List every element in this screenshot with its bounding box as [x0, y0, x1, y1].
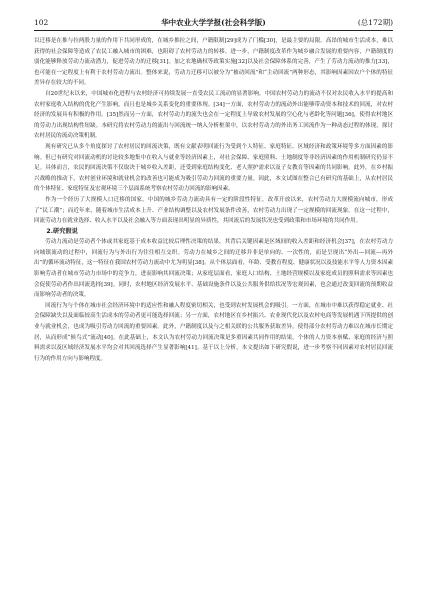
paragraph: 作为一个经历了大规模人口迁移的国家，中国的城乡劳动力流动具有一定的阶段性特征。改革开放以来，农村劳动力大规模流向城市，形成了“民工潮”；而近年来，随着城市生活成本上升、产业结构调整以及农村发展条件改善，农村劳动力出现了一定规模的回流现象。在这一过程中，回流劳动力在就业选择、收入水平以及社会融入等方面表现出明显的异质性，其回流后的发展状况也受到政策和市场环境的共同作用。	[34, 196, 393, 225]
page-header	[34, 16, 393, 31]
issue-number: (总172期)	[357, 18, 393, 27]
paragraph: 自20世纪末以来，中国城市化进程与农村经济可持续发展一直受农民工流动的显著影响。中国农村劳动力的流动不仅对农民收入水平的提高和农村家庭收入结构的优化产生影响，而且也是城乡关系变化的重要体现。[34]一方面，农村劳动力的流动外出能够带动资本和技术的回流，对农村经济的发展具有积极的作用。[35]然而另一方面，农村劳动力的流失也会在一定程度上导致农村发展的空心化与老龄化等问题[36]，使得农村地区的劳动力出现结构性短缺。本研究将农村劳动力的流出与回流统一纳入分析框架中，以农村劳动力的外出务工回流作为一种动态过程的体现，探讨农村居民的流动决策机制。	[34, 90, 393, 140]
paragraph: 现有研究已从多个角度探讨了农村居民的回流决策，既有文献表明回流行为受到个人特征、家庭特征、区域经济和政策环境等多方面因素的影响。但已有研究对回流动机的讨论较多地集中在收入与就业等经济因素上，对社会保障、家庭照料、土地制度等非经济因素的作用机制研究仍显不足。具体而言，农民的回流决策不仅取决于城乡收入差距，还受到家庭结构变化、老人照护需求以及子女教育等因素的共同影响。此外，在乡村振兴战略的推动下，农村创业环境和就业机会的改善也可能成为吸引劳动力回流的重要力量。因此，本文试图在整合已有研究的基础上，从农村居民的个体特征、家庭特征及宏观环境三个层面系统考察农村劳动力回流的影响因素。	[34, 143, 393, 193]
paragraph: 回流行为与个体在城市社会经济环境中的适应性和融入程度密切相关，也受到农村发展机会的吸引。一方面，在城市中难以获得稳定就业、社会保障缺失以及面临较高生活成本的劳动者更可能选择回流；另一方面，农村地区在乡村振兴、农业现代化以及农村电商等发展机遇下所提供的创业与就业机会，也成为吸引劳动力回流的重要因素。此外，户籍制度以及与之相关联的公共服务获取差异，使得部分农村劳动力难以在城市长期定居，从而形成“候鸟式”流动[40]。在此基础上，本文认为农村劳动力回流决策是多重因素共同作用的结果，个体的人力资本禀赋、家庭的经济与照料需求以及区域经济发展水平均会对其回流选择产生显著影响[41]。基于以上分析，本文提出如下研究假说，进一步考察不同因素对农村居民回流行为的作用方向与影响程度。	[34, 302, 393, 362]
journal-title: 华中农业大学学报(社会科学版)	[161, 18, 266, 27]
section-heading: 2.研究假说	[46, 227, 78, 235]
paragraph: 劳动力流动是劳动者个体或其家庭基于成本收益比较后理性决策的结果，其背后关键因素是区域间的收入差距和经济机会[37]，在农村劳动力向城镇流动的过程中，回流行为与外出行为往往相互交织。劳动力在城乡之间的迁移并非是单向的、一次性的，而是呈现出“外出—回流—再外出”的循环流动特征，这一特征在我国农村劳动力流动中尤为明显[38]。从个体层面看，年龄、受教育程度、健康状况以及技能水平等人力资本因素影响劳动者在城市劳动力市场中的竞争力，进而影响其回流决策；从家庭层面看，家庭人口结构、土地经营规模以及家庭成员的照料需求等因素也会促使劳动者作出回流选择[39]。同时，农村地区经济发展水平、基础设施条件以及公共服务供给状况等宏观因素，也会通过改变回流的预期收益而影响劳动者的决策。	[34, 239, 393, 299]
page-number: 102	[34, 18, 49, 27]
paragraph: 以迁移是在推与拉两股力量的作用下共同形成的，在城乡推拉之间，户籍限制[29]成为了门槛[30]，是最主要的局限。高昂的城市生活成本，难以获得的社会保障等造成了农民工融入城市的困难，也阻碍了农村劳动力的转移。进一步，户籍制度改革作为城乡融合发展的重要内容，户籍制度的弱化能够释放劳动力流动潜力，促进劳动力的迁移[31]。加之农地确权等政策实施[32]以及社会保障体系的完善，产生了劳动力流动的推力[33]，也可能在一定程度上有利于农村劳动力流出。整体来说，劳动力迁移可以被分为“被动回流”和“主动回流”两种形态，其影响因素因农户个体的特征差异存在较大的不同。	[34, 38, 393, 87]
article-body	[34, 36, 393, 589]
